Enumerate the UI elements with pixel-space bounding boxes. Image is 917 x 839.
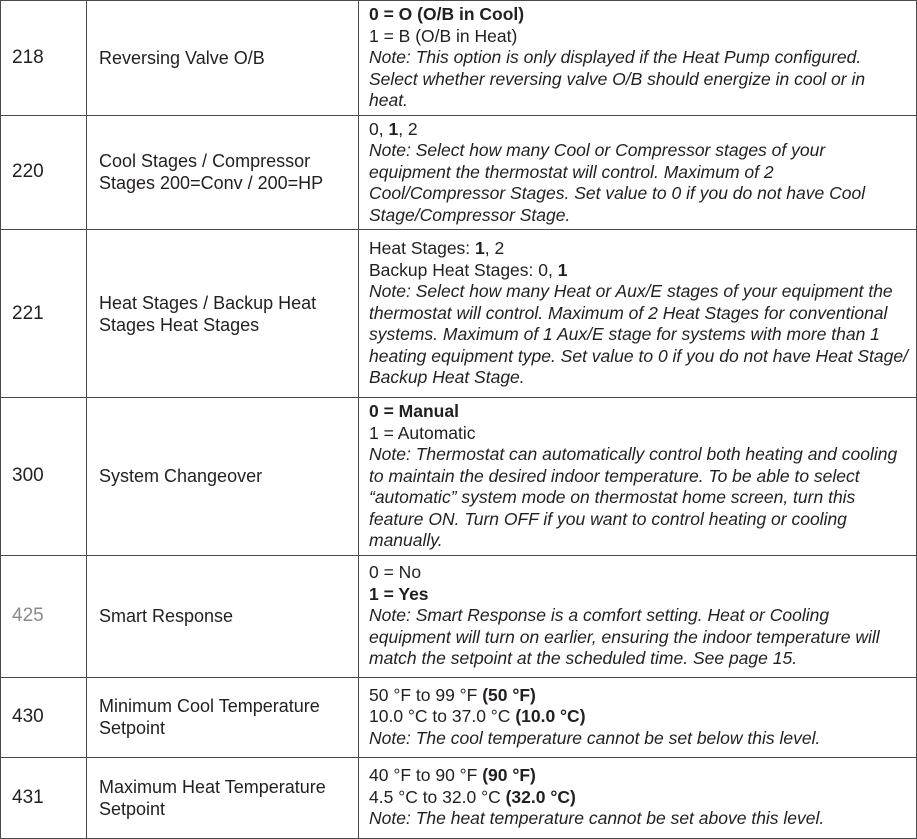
value-option-line <box>369 238 908 260</box>
parameter-number: 300 <box>1 398 87 556</box>
default-value: 1 = Yes <box>369 583 429 604</box>
value-option-line <box>369 584 908 606</box>
value-option-line <box>369 706 908 728</box>
settings-table-body <box>1 1 917 839</box>
value-text: Heat Stages: <box>369 238 476 259</box>
parameter-number: 218 <box>1 1 87 116</box>
value-text: 10.0 °C to 37.0 °C <box>369 706 516 727</box>
value-text: 0, <box>369 118 389 139</box>
parameter-name: System Changeover <box>87 398 359 556</box>
parameter-note: Note: Thermostat can automatically control both heating and cooling to maintain the desired indoor temperature. To be able to select “automatic” system mode on thermostat home screen, turn this feature ON. Turn OFF if you want to control heating or cooling manually. <box>369 444 898 550</box>
default-value: 1 <box>557 259 568 280</box>
value-option-line <box>369 119 908 141</box>
parameter-values <box>359 115 917 230</box>
value-option-line <box>369 26 908 48</box>
parameter-name: Smart Response <box>87 555 359 677</box>
parameter-name: Cool Stages / Compressor Stages 200=Conv / 200=HP <box>87 115 359 230</box>
parameter-values <box>359 230 917 398</box>
parameter-values <box>359 398 917 556</box>
parameter-number: 220 <box>1 115 87 230</box>
table-row <box>1 757 917 838</box>
value-text: Backup Heat Stages: 0, <box>369 259 558 280</box>
parameter-name: Reversing Valve O/B <box>87 1 359 116</box>
default-value: 0 = O (O/B in Cool) <box>369 4 525 24</box>
parameter-name: Minimum Cool Temperature Setpoint <box>87 677 359 757</box>
table-row <box>1 1 917 116</box>
value-option-line <box>369 423 908 445</box>
value-option-line <box>369 562 908 584</box>
parameter-values <box>359 677 917 757</box>
default-value: (10.0 °C) <box>515 706 586 727</box>
parameter-note: Note: Select how many Heat or Aux/E stages of your equipment the thermostat will control. Maximum of 2 Heat Stages for conventional systems. Maximum of 1 Aux/E stage for systems with more than 1 heating equipment type. Set value to 0 if you do not have Heat Stage/ Backup Heat Stage. <box>369 281 908 388</box>
table-row <box>1 555 917 677</box>
default-value: (32.0 °C) <box>505 786 576 807</box>
parameter-values <box>359 757 917 838</box>
parameter-number: 431 <box>1 757 87 838</box>
default-value: 1 <box>388 118 399 139</box>
parameter-note: Note: This option is only displayed if the Heat Pump configured. Select whether reversing valve O/B should energize in cool or in heat. <box>369 47 866 110</box>
parameter-note: Note: Select how many Cool or Compressor stages of your equipment the thermostat will control. Maximum of 2 Cool/Compressor Stages. Set value to 0 if you do not have Cool Stage/Compressor Stage. <box>369 140 866 225</box>
parameter-note: Note: The cool temperature cannot be set below this level. <box>369 727 821 748</box>
parameter-name: Maximum Heat Temperature Setpoint <box>87 757 359 838</box>
value-text: , 2 <box>398 118 418 139</box>
table-row <box>1 677 917 757</box>
parameter-note: Note: The heat temperature cannot be set above this level. <box>369 808 825 829</box>
parameter-number: 425 <box>1 555 87 677</box>
parameter-values <box>359 1 917 116</box>
value-text: 50 °F to 99 °F <box>369 684 483 705</box>
default-value: (90 °F) <box>482 765 536 786</box>
value-option-line <box>369 765 908 787</box>
parameter-values <box>359 555 917 677</box>
parameter-name: Heat Stages / Backup Heat Stages Heat Stages <box>87 230 359 398</box>
default-value: 0 = Manual <box>369 401 459 421</box>
table-row <box>1 398 917 556</box>
default-value: (50 °F) <box>482 684 536 705</box>
table-row <box>1 230 917 398</box>
value-text: 1 = Automatic <box>369 422 476 443</box>
value-text: 40 °F to 90 °F <box>369 765 483 786</box>
value-text: 4.5 °C to 32.0 °C <box>369 786 506 807</box>
value-option-line <box>369 4 908 26</box>
value-option-line <box>369 787 908 809</box>
parameter-note: Note: Smart Response is a comfort setting. Heat or Cooling equipment will turn on earlier, ensuring the indoor temperature will match the setpoint at the scheduled time. See page 15. <box>369 605 880 669</box>
value-option-line <box>369 401 908 423</box>
value-text: , 2 <box>484 238 505 259</box>
parameter-number: 430 <box>1 677 87 757</box>
table-row <box>1 115 917 230</box>
default-value: 1 <box>475 238 485 259</box>
value-option-line <box>369 260 908 282</box>
parameter-number: 221 <box>1 230 87 398</box>
value-option-line <box>369 685 908 707</box>
value-text: 1 = B (O/B in Heat) <box>369 25 518 46</box>
value-text: 0 = No <box>369 562 422 583</box>
